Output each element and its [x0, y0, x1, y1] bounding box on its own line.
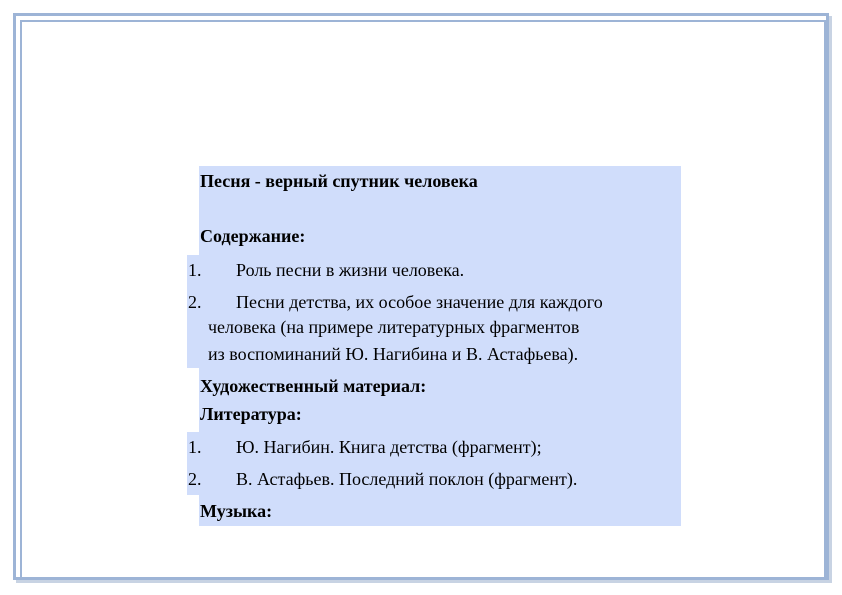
content-item-2-line-3: из воспоминаний Ю. Нагибина и В. Астафьева). [208, 344, 579, 364]
content-item-2-number: 2. [188, 292, 202, 312]
literature-item-1-text: Ю. Нагибин. Книга детства (фрагмент); [236, 437, 542, 457]
content-item-2-line-2: человека (на примере литературных фрагментов [208, 317, 580, 337]
literature-heading: Литература: [200, 404, 302, 424]
document-title: Песня - верный спутник человека [200, 171, 478, 191]
content-item-1-number: 1. [188, 260, 202, 280]
literature-item-1-number: 1. [188, 437, 202, 457]
material-heading: Художественный материал: [200, 376, 427, 396]
content-item-2-line-1: Песни детства, их особое значение для каждого [236, 292, 603, 312]
literature-item-2-number: 2. [188, 469, 202, 489]
music-heading: Музыка: [200, 501, 273, 521]
literature-item-2-text: В. Астафьев. Последний поклон (фрагмент). [236, 469, 578, 489]
content-item-1-text: Роль песни в жизни человека. [236, 260, 465, 280]
content-heading: Содержание: [200, 226, 306, 246]
